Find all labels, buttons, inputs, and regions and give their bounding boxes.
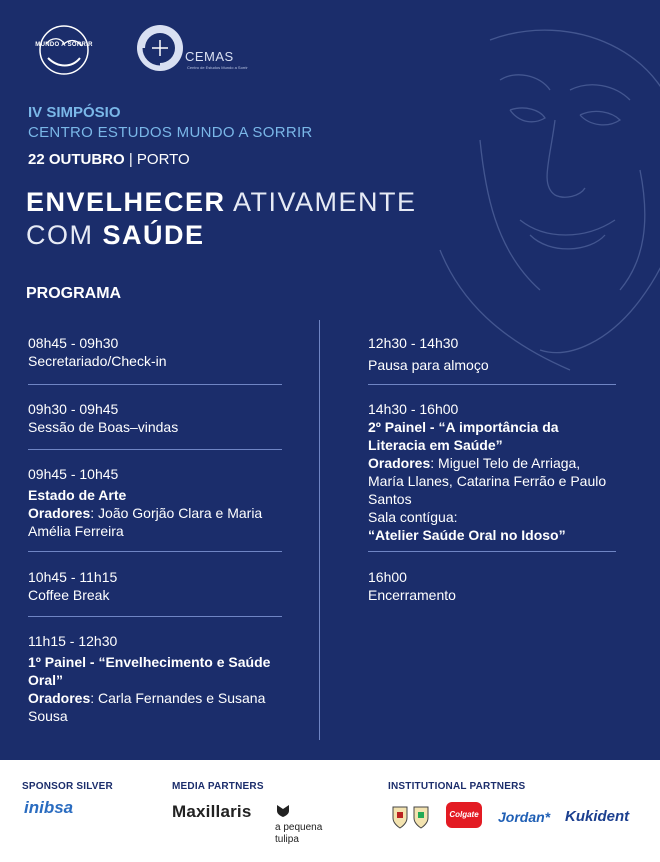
- maxillaris-logo: Maxillaris: [172, 802, 252, 821]
- program-heading: PROGRAMA: [26, 285, 122, 302]
- program-text: Encerramento: [368, 587, 456, 603]
- program-separator: [28, 616, 282, 617]
- program-text: Pausa para almoço: [368, 357, 489, 373]
- mundo-a-sorrir-text: MUNDO A SORRIR: [35, 42, 93, 48]
- program-separator: [368, 551, 616, 552]
- tulip-icon: [275, 804, 291, 818]
- inibsa-logo: inibsa: [24, 798, 74, 817]
- title2-light: COM: [26, 220, 103, 250]
- column-divider: [319, 320, 320, 740]
- program-separator: [368, 384, 616, 385]
- kukident-logo: Kukident: [565, 808, 630, 825]
- program-item: [28, 632, 282, 725]
- speakers-label: Oradores: [368, 455, 431, 471]
- program-time: 16h00: [368, 569, 407, 585]
- a-pequena-tulipa-logo: [275, 804, 322, 846]
- program-item: [368, 334, 616, 374]
- organizer-name: CENTRO ESTUDOS MUNDO A SORRIR: [28, 124, 313, 141]
- program-item: [28, 568, 282, 604]
- program-item: [28, 334, 282, 370]
- program-text: Coffee Break: [28, 587, 110, 603]
- event-title-line2: [26, 220, 205, 251]
- title-light: ATIVAMENTE: [225, 187, 417, 217]
- program-time: 09h30 - 09h45: [28, 401, 119, 417]
- tulipa-line1: a pequena: [275, 822, 323, 833]
- program-time: 11h15 - 12h30: [28, 633, 118, 649]
- colgate-logo: Colgate: [446, 802, 482, 828]
- program-time: 08h45 - 09h30: [28, 335, 119, 351]
- speakers-names: : Miguel Telo de Arriaga, María Llanes, Catarina Ferrão e Paulo Santos: [368, 455, 607, 507]
- program-text: Sessão de Boas–vindas: [28, 419, 179, 435]
- cemas-logo: [135, 23, 248, 79]
- program-text: Secretariado/Check-in: [28, 353, 167, 369]
- speakers-names: : João Gorjão Clara e Maria Amélia Ferreira: [28, 505, 263, 539]
- mundo-a-sorrir-logo: [28, 22, 100, 82]
- program-time: 09h45 - 10h45: [28, 466, 119, 482]
- program-extra: Sala contígua:: [368, 509, 458, 525]
- event-date: [28, 151, 190, 168]
- cemas-name: CEMAS: [185, 49, 234, 64]
- program-time: 14h30 - 16h00: [368, 401, 459, 417]
- tulipa-line2: tulipa: [275, 834, 299, 845]
- program-separator: [28, 384, 282, 385]
- speakers-names: : Carla Fernandes e Susana Sousa: [28, 690, 266, 724]
- title-bold: ENVELHECER: [26, 187, 226, 217]
- event-title-line1: [26, 187, 417, 218]
- program-item: [28, 465, 282, 540]
- jordan-logo: Jordan*: [498, 809, 551, 825]
- program-title: 1º Painel - “Envelhecimento e Saúde Oral”: [28, 654, 271, 688]
- program-item: [368, 400, 616, 544]
- cemas-subtitle: Centro de Estudos Mundo a Sorrir: [187, 65, 248, 70]
- event-edition: IV SIMPÓSIO: [28, 104, 121, 121]
- partners-footer: [0, 760, 660, 862]
- program-title: Estado de Arte: [28, 487, 127, 503]
- title2-bold: SAÚDE: [102, 220, 205, 250]
- program-separator: [28, 449, 282, 450]
- program-speakers: [368, 454, 616, 508]
- date-separator: |: [124, 151, 137, 168]
- program-time: 12h30 - 14h30: [368, 335, 459, 351]
- program-time: 10h45 - 11h15: [28, 569, 118, 585]
- media-partners-label: MEDIA PARTNERS: [172, 781, 264, 792]
- date-place: PORTO: [136, 151, 190, 168]
- sponsor-label: SPONSOR SILVER: [22, 781, 113, 792]
- speakers-label: Oradores: [28, 690, 91, 706]
- municipal-crests-logo: [390, 804, 432, 832]
- date-day: 22 OUTUBRO: [28, 151, 125, 168]
- program-speakers: [28, 690, 265, 724]
- program-extra-title: “Atelier Saúde Oral no Idoso”: [368, 527, 566, 543]
- institutional-partners-label: INSTITUTIONAL PARTNERS: [388, 781, 526, 792]
- program-title: 2º Painel - “A importância da Literacia em Saúde”: [368, 419, 559, 453]
- speakers-label: Oradores: [28, 505, 91, 521]
- program-separator: [28, 551, 282, 552]
- program-item: [28, 400, 282, 436]
- program-speakers: [28, 505, 262, 539]
- program-item: [368, 568, 616, 604]
